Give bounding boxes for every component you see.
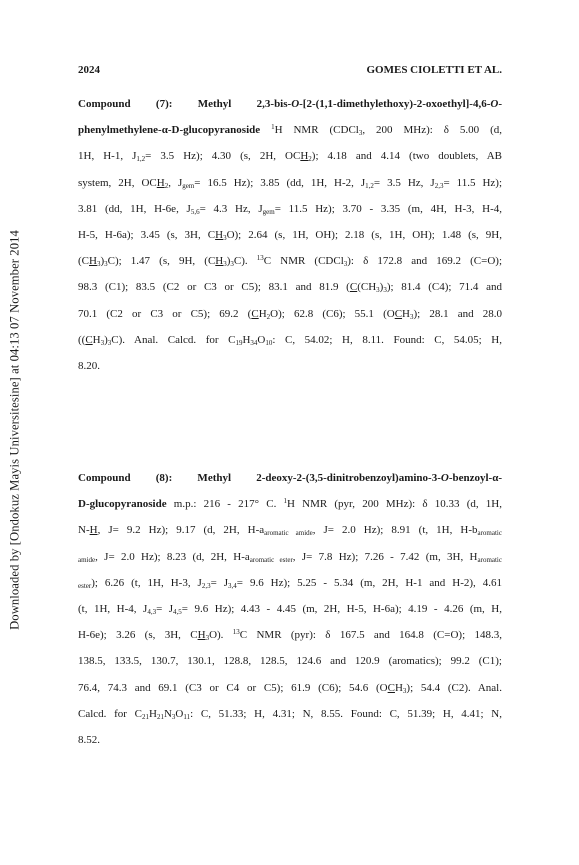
compound7-line: 8.20. <box>78 359 100 372</box>
compound7-line: Compound (7): Methyl 2,3-bis-O-[2-(1,1-dimethylethoxy)-2-oxoethyl]-4,6-O- <box>78 98 502 110</box>
page-number: 2024 <box>78 64 100 76</box>
compound8-line: Calcd. for $C_{21}H_{21}N_3O_{11}$: C, 51.33; H, 4.31; N, 8.55. Found: C, 51.39; H, 4.41; N, <box>78 707 503 721</box>
download-watermark-text: Downloaded by [Ondokuz Mayis Universitesine] at 04:13 07 November 2014 <box>7 230 22 630</box>
running-title: GOMES CIOLETTI ET AL. <box>366 64 502 76</box>
compound7-line: $((CH_3)_3C)$. Anal. Calcd. for $C_{19}H_{34}O_{10}$: C, 54.02; H, 8.11. Found: C, 54.05; H, <box>78 333 502 347</box>
compound7-line: 3.81 (dd, 1H, H-6e, $J_{5,6}= 4.3$ Hz, $J_{gem}= 11.5$ Hz); 3.70 - 3.35 (m, 4H, H-3, H-4, <box>78 202 502 216</box>
compound8-line: H-6e); 3.26 (s, 3H, $CH_3O$). $^{13}$C NMR (pyr): δ 167.5 and 164.8 (C=O); 148.3, <box>78 628 502 643</box>
compound7-line: 98.3 (C1); 83.5 (C2 or C3 or C5); 83.1 and 81.9 $(C(CH_3)_3)$; 81.4 (C4); 71.4 and <box>78 281 503 295</box>
compound8-line: $_{amide}$, J= 2.0 Hz); 8.23 (d, 2H, $H-a_{aromatic ester}$, J= 7.8 Hz); 7.26 - 7.42 (m, 3H, $H_{aromatic}$ <box>78 550 502 564</box>
compound7-line: H-5, H-6a); 3.45 (s, 3H, $CH_3O$); 2.64 (s, 1H, OH); 2.18 (s, 1H, OH); 1.48 (s, 9H, <box>78 228 502 242</box>
compound7-line: 70.1 (C2 or C3 or C5); 69.2 $(CH_2O)$; 62.8 (C6); 55.1 $(OCH_3)$; 28.1 and 28.0 <box>78 307 502 321</box>
compound7-line: phenylmethylene-α-D-glucopyranoside $^1$H NMR (CDCl$_3$, 200 MHz): δ 5.00 (d, <box>78 123 503 138</box>
compound8-line: D-glucopyranoside m.p.: 216 - 217° C. $^1$H NMR (pyr, 200 MHz): δ 10.33 (d, 1H, <box>78 497 502 511</box>
compound8-line: 8.52. <box>78 733 100 746</box>
compound8-line: (t, 1H, H-4, $J_{4,3}= J_{4,5}= 9.6$ Hz); 4.43 - 4.45 (m, 2H, H-5, H-6a); 4.19 - 4.26 (m, H, <box>78 602 503 616</box>
compound7-line: system, 2H, $OCH_2$, $J_{gem}= 16.5$ Hz); 3.85 (dd, 1H, H-2, $J_{1,2}= 3.5$ Hz, $J_{2,3}= 11.5$ Hz); <box>78 176 502 190</box>
compound8-line: 76.4, 74.3 and 69.1 (C3 or C4 or C5); 61.9 (C6); 54.6 $(OCH_3)$; 54.4 (C2). Anal. <box>78 681 502 695</box>
compound-7-paragraph <box>78 91 502 379</box>
compound8-line: Compound (8): Methyl 2-deoxy-2-(3,5-dinitrobenzoyl)amino-3-O-benzoyl-α- <box>78 472 502 484</box>
compound8-line: $_{ester}$); 6.26 (t, 1H, H-3, $J_{2,3}= J_{3,4}= 9.6$ Hz); 5.25 - 5.34 (m, 2H, H-1 and H-2), 4.61 <box>78 576 502 590</box>
compound8-line: 138.5, 133.5, 130.7, 130.1, 128.8, 128.5, 124.6 and 120.9 (aromatics); 99.2 (C1); <box>78 655 502 668</box>
compound8-line: N-H, J= 9.2 Hz); 9.17 (d, 2H, $H-a_{aromatic amide}$, J= 2.0 Hz); 8.91 (t, 1H, $H-b_{aromatic}$ <box>78 524 502 538</box>
compound7-line: 1H, H-1, $J_{1,2}= 3.5$ Hz); 4.30 (s, 2H, $OCH_2$); 4.18 and 4.14 (two doublets, AB <box>78 150 503 164</box>
page-header <box>78 64 502 76</box>
compound-8-paragraph <box>78 465 502 753</box>
compound7-line: $(CH_3)_3C$); 1.47 (s, 9H, $(CH_3)_3C$). $^{13}$C NMR (CDCl$_3$): δ 172.8 and 169.2 (C=O); <box>78 254 502 269</box>
